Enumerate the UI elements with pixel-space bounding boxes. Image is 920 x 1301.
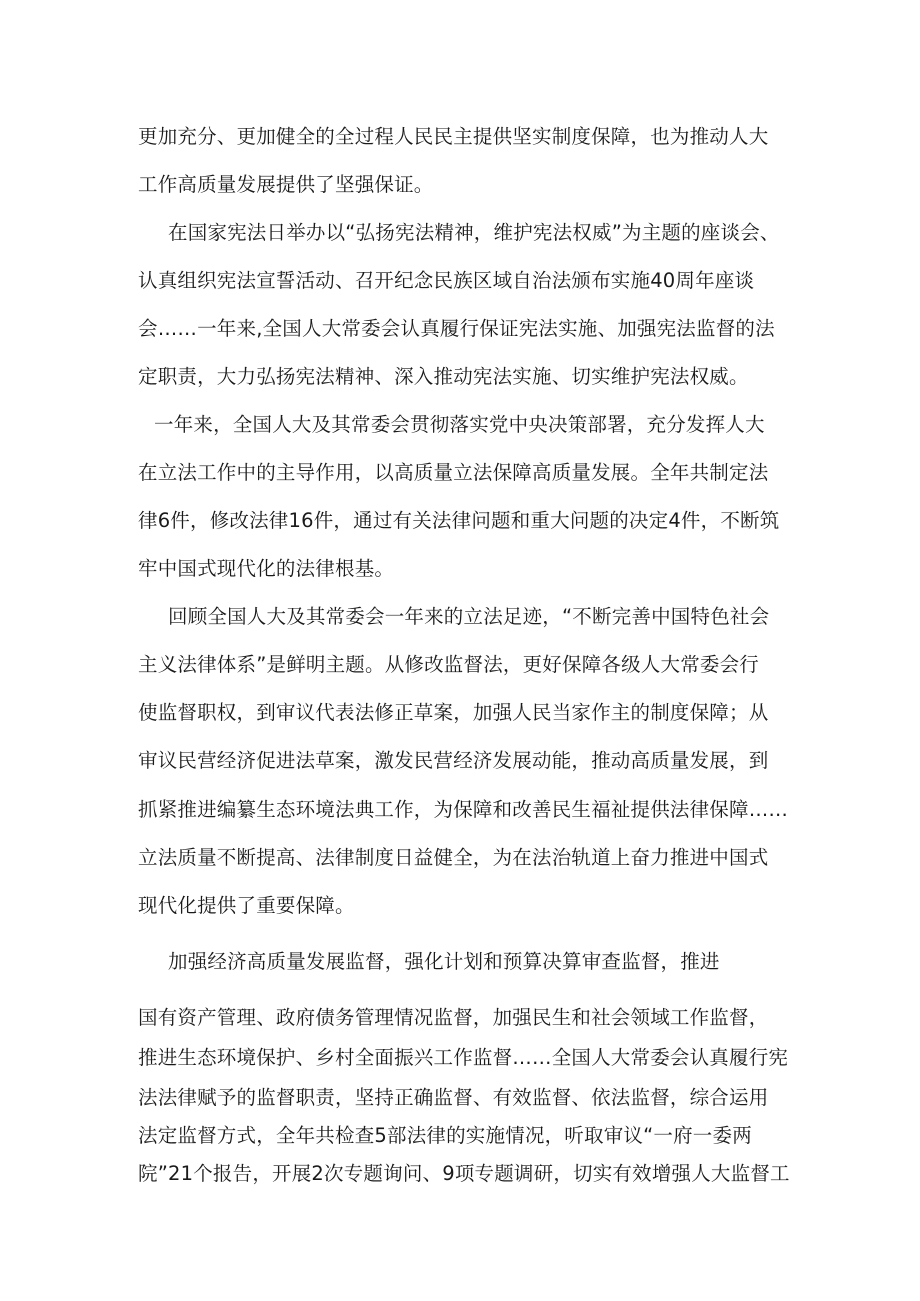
paragraph-4-line-6: 立法质量不断提高、法律制度日益健全，为在法治轨道上奋力推进中国式 [138,846,769,869]
paragraph-4-line-2: 主义法律体系”是鲜明主题。从修改监督法，更好保障各级人大常委会行 [138,653,760,676]
paragraph-3-line-4: 牢中国式现代化的法律根基。 [138,557,395,580]
paragraph-3-line-3: 律6件，修改法律16件，通过有关法律问题和重大问题的决定4件，不断筑 [138,509,780,532]
paragraph-1-line-1: 更加充分、更加健全的全过程人民民主提供坚实制度保障，也为推动人大 [138,125,769,148]
paragraph-2-line-4: 定职责，大力弘扬宪法精神、深入推动宪法实施、切实维护宪法权威。 [138,365,749,388]
paragraph-6-line-4: 法定监督方式，全年共检查5部法律的实施情况，听取审议“一府一委两 [138,1124,752,1147]
paragraph-6-line-1: 国有资产管理、政府债务管理情况监督，加强民生和社会领域工作监督， [138,1006,769,1029]
paragraph-4-line-5: 抓紧推进编纂生态环境法典工作，为保障和改善民生福祉提供法律保障…… [138,798,789,821]
paragraph-6-line-3: 法法律赋予的监督职责，坚持正确监督、有效监督、依法监督，综合运用 [138,1086,769,1109]
paragraph-6-line-5: 院”21个报告，开展2次专题询问、9项专题调研，切实有效增强人大监督工 [138,1162,790,1185]
paragraph-2-line-2: 认真组织宪法宣誓活动、召开纪念民族区域自治法颁布实施40周年座谈 [138,269,755,292]
paragraph-1-line-2: 工作高质量发展提供了坚强保证。 [138,173,434,196]
paragraph-4-line-4: 审议民营经济促进法草案，激发民营经济发展动能，推动高质量发展，到 [138,749,769,772]
paragraph-4-line-7: 现代化提供了重要保障。 [138,894,355,917]
paragraph-3-line-2: 在立法工作中的主导作用，以高质量立法保障高质量发展。全年共制定法 [138,461,769,484]
paragraph-4-line-3: 使监督职权，到审议代表法修正草案，加强人民当家作主的制度保障；从 [138,701,769,724]
paragraph-5-line-1: 加强经济高质量发展监督，强化计划和预算决算审查监督，推进 [168,950,720,973]
paragraph-2-line-1: 在国家宪法日举办以“弘扬宪法精神，维护宪法权威”为主题的座谈会、 [168,221,780,244]
paragraph-4-line-1: 回顾全国人大及其常委会一年来的立法足迹，“不断完善中国特色社会 [168,605,770,628]
paragraph-2-line-3: 会……一年来,全国人大常委会认真履行保证宪法实施、加强宪法监督的法 [138,317,775,340]
paragraph-3-line-1: 一年来，全国人大及其常委会贯彻落实党中央决策部署，充分发挥人大 [154,413,765,436]
paragraph-6-line-2: 推进生态环境保护、乡村全面振兴工作监督……全国人大常委会认真履行宪 [138,1046,789,1069]
